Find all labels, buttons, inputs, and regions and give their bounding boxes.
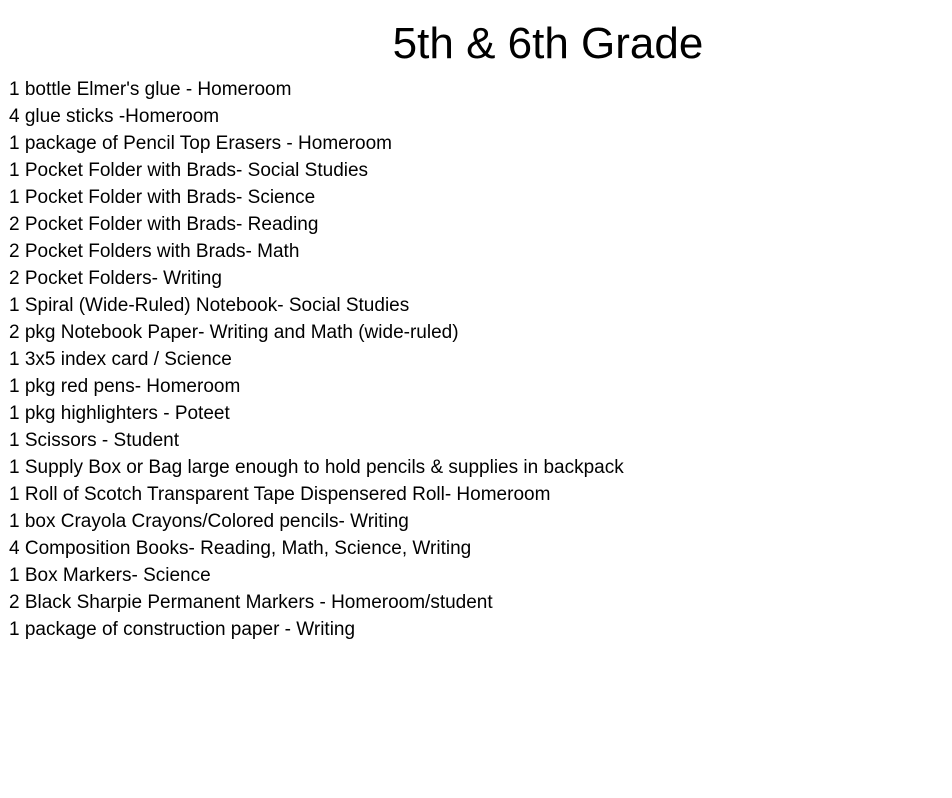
list-item: 1 bottle Elmer's glue - Homeroom [9,79,292,100]
list-item: 1 pkg red pens- Homeroom [9,376,241,397]
list-item: 2 Black Sharpie Permanent Markers - Homeroom/student [9,592,493,613]
list-item: 1 Spiral (Wide-Ruled) Notebook- Social Studies [9,295,410,316]
list-item: 2 Pocket Folders with Brads- Math [9,241,300,262]
list-item: 1 box Crayola Crayons/Colored pencils- Writing [9,511,409,532]
list-item: 1 3x5 index card / Science [9,349,232,370]
supply-list [9,76,624,643]
list-item: 1 Pocket Folder with Brads- Science [9,187,316,208]
list-item: 1 pkg highlighters - Poteet [9,403,230,424]
page-title: 5th & 6th Grade [392,19,704,68]
list-item: 2 Pocket Folders- Writing [9,268,222,289]
list-item: 4 Composition Books- Reading, Math, Science, Writing [9,538,472,559]
list-item: 2 pkg Notebook Paper- Writing and Math (wide-ruled) [9,322,459,343]
list-item: 1 package of construction paper - Writing [9,619,356,640]
list-item: 2 Pocket Folder with Brads- Reading [9,214,319,235]
list-item: 1 package of Pencil Top Erasers - Homeroom [9,133,392,154]
list-item: 1 Pocket Folder with Brads- Social Studies [9,160,369,181]
list-item: 1 Roll of Scotch Transparent Tape Dispensered Roll- Homeroom [9,484,551,505]
list-item: 1 Box Markers- Science [9,565,211,586]
list-item: 4 glue sticks -Homeroom [9,106,220,127]
list-item: 1 Supply Box or Bag large enough to hold pencils & supplies in backpack [9,457,624,478]
list-item: 1 Scissors - Student [9,430,180,451]
